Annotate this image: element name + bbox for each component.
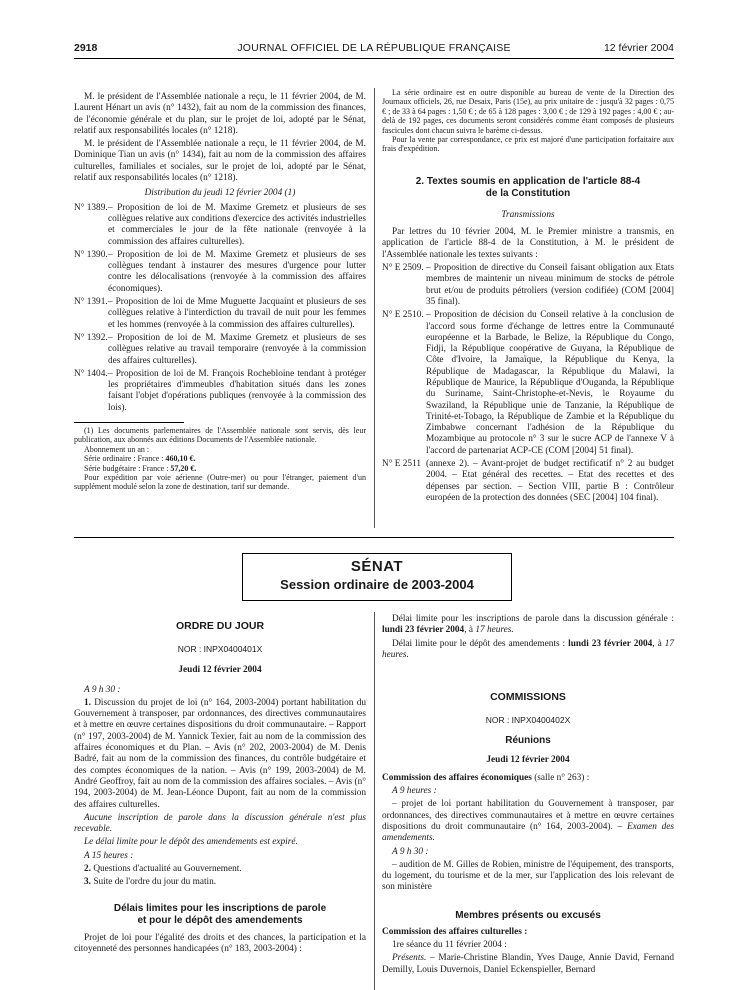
list-item: N° 1391. – Proposition de loi de Mme Muguette Jacquaint et plusieurs de ses collègues relative à l'interdiction du travail de nuit pour les femmes et les hommes (renvoyée à la commission des affaires culturelles). bbox=[74, 297, 366, 330]
list-item: N° 1404. – Proposition de loi de M. François Rochebloine tendant à protéger les propriétaires d'immeubles d'habitation situés dans les zones faisant l'objet d'opérations publiques (renvoyée à la commission des lois). bbox=[74, 368, 366, 413]
reunions-heading: Réunions bbox=[505, 735, 551, 747]
membres-heading: Membres présents ou excusés bbox=[455, 909, 601, 921]
section-rule bbox=[74, 537, 674, 538]
time-label: A 15 heures : bbox=[84, 850, 134, 861]
transmissions-intro: Par lettres du 10 février 2004, M. le Premier ministre a transmis, en application de l'article 88-4 de la Constitution, à M. le président de l'Assemblée nationale les textes suivants : bbox=[382, 227, 674, 260]
commissions-heading: COMMISSIONS bbox=[490, 691, 566, 704]
page-header bbox=[74, 42, 674, 59]
issue-date: 12 février 2004 bbox=[603, 42, 674, 54]
list-item: N° E 2509. – Proposition de directive du Conseil faisant obligation aux Etats membres de maintenir un niveau minimum de stocks de pétrole brut et/ou de produits pétroliers (version codifiée) (COM [2004] 35 final). bbox=[382, 263, 674, 307]
session-date: Jeudi 12 février 2004 bbox=[486, 755, 570, 766]
senat-title: SÉNAT bbox=[350, 558, 404, 575]
ordre-du-jour-heading: ORDRE DU JOUR bbox=[175, 620, 265, 632]
vente-info: La série ordinaire est en outre disponible au bureau de vente de la Direction des Journaux officiels, 26, rue Desaix, Paris (15e), au prix unitaire de : jusqu'à 32 pages : 0,75 € ; de 33 à 64 pages : 1,50 € ; de 65 à 128 pages : 3,00 € ; de 129 à 192 pages : 4,00 € ; au-delà de 192 pages, ces documents seront considérés comme étant composés de plusieurs fascicules dont chacun suivra le barème ci-dessus. Pour la vente par correspondance, ce prix est majoré d'une participation forfaitaire aux frais d'expédition. bbox=[382, 88, 674, 154]
agenda-bullet: – audition de M. Gilles de Robien, ministre de l'équipement, des transports, du logement, du tourisme et de la mer, sur l'application des lois relevant de son ministère bbox=[382, 859, 674, 893]
transmissions-heading: Transmissions bbox=[501, 209, 555, 220]
nor-reference: NOR : INPX0400402X bbox=[485, 715, 571, 726]
distribution-title: Distribution du jeudi 12 février 2004 (1) bbox=[144, 188, 296, 199]
agenda-bullet: – projet de loi portant habilitation du Gouvernement à transposer, par ordonnances, des directives communautaires et à mettre en œuvre certaines dispositions du droit communautaire (n° 164, 2003-2004). – Examen des amendements. bbox=[382, 799, 674, 844]
list-item: N° E 2510. – Proposition de décision du Conseil relative à la conclusion de l'accord sous forme d'échange de lettres entre la Communauté européenne et la Barbade, le Belize, la République du Congo, Fidji, la République coopérative de Guyana, la République de Côte d'Ivoire, la Jamaïque, la République du Kenya, la République de Madagascar, la République du Malawi, la République de Maurice, la République d'Ouganda, la République du Suriname, Saint-Christophe-et-Nevis, le Royaume du Swaziland, la République unie de Tanzanie, la République de Trinité-et-Tobago, la République de Zambie et la République du Zimbabwe concernant l'adhésion de la République du Mozambique au protocole n° 3 sur le sucre ACP de l'annexe V à l'accord de partenariat ACP-CE (COM [2004] 51 final). bbox=[382, 310, 674, 456]
delais-heading: Délais limites pour les inscriptions de parole et pour le dépôt des amendements bbox=[113, 902, 327, 926]
time-label: A 9 heures : bbox=[392, 786, 437, 797]
seance-line: 1re séance du 11 février 2004 : bbox=[392, 940, 507, 951]
presents-line: Présents. – Marie-Christine Blandin, Yves Dauge, Annie David, Fernand Demilly, Louis Duvernois, Daniel Eckenspieller, Bernard bbox=[382, 953, 674, 975]
column-divider bbox=[374, 612, 375, 990]
top-left-column bbox=[74, 92, 366, 492]
list-item: N° E 2511 (annexe 2). – Avant-projet de budget rectificatif n° 2 au budget 2004. – Etat général des recettes. – Etat des recettes et des dépenses par section. – Section VIII, partie B : Contrôleur européen de la protection des données (SEC [2004] 104 final). bbox=[382, 459, 674, 503]
nor-reference: NOR : INPX0400401X bbox=[177, 644, 263, 654]
list-item: N° 1390. – Proposition de loi de M. Maxime Gremetz et plusieurs de ses collègues tendant à instaurer des mesures d'urgence pour lutter contre les délocalisations (renvoyée à la commission des affaires économiques). bbox=[74, 249, 366, 294]
column-divider bbox=[374, 88, 375, 528]
time-label: A 9 h 30 : bbox=[84, 684, 121, 695]
section-title: 2. Textes soumis en application de l'article 88-4 de la Constitution bbox=[415, 175, 641, 199]
commission-name: Commission des affaires économiques (salle n° 263) : bbox=[382, 772, 590, 783]
agenda-item-2: 2. Questions d'actualité au Gouvernement. bbox=[84, 864, 242, 875]
agenda-item-3: 3. Suite de l'ordre du jour du matin. bbox=[84, 877, 217, 888]
delai-amendements: Délai limite pour le dépôt des amendements : lundi 23 février 2004, à 17 heures. bbox=[382, 638, 674, 660]
journal-title: JOURNAL OFFICIEL DE LA RÉPUBLIQUE FRANÇAISE bbox=[237, 42, 511, 54]
delai-parole: Délai limite pour les inscriptions de parole dans la discussion générale : lundi 23 février 2004, à 17 heures. bbox=[382, 614, 674, 636]
commission-name: Commission des affaires culturelles : bbox=[382, 926, 528, 937]
top-right-column bbox=[382, 88, 674, 506]
senat-banner bbox=[242, 553, 512, 601]
list-item: N° 1392. – Proposition de loi de M. Maxime Gremetz et plusieurs de ses collègues relative au travail temporaire (renvoyée à la commission des affaires culturelles). bbox=[74, 332, 366, 366]
page-number: 2918 bbox=[74, 42, 98, 54]
delais-text: Projet de loi pour l'égalité des droits et des chances, la participation et la citoyenneté des personnes handicapées (n° 183, 2003-2004) : bbox=[74, 932, 366, 954]
list-item: N° 1389. – Proposition de loi de M. Maxime Gremetz et plusieurs de ses collègues relative aux conditions d'exercice des activités industrielles et commerciales le jour de la fête nationale (renvoyée à la commission des affaires culturelles). bbox=[74, 202, 366, 247]
avis-paragraph-1: M. le président de l'Assemblée nationale a reçu, le 11 février 2004, de M. Laurent Hénart un avis (n° 1432), fait au nom de la commission des finances, de l'économie générale et du plan, sur le projet de loi, adopté par le Sénat, relatif aux responsabilités locales (n° 1218). bbox=[74, 92, 366, 136]
senat-subtitle: Session ordinaire de 2003-2004 bbox=[280, 577, 474, 592]
agenda-note: Le délai limite pour le dépôt des amendements est expiré. bbox=[84, 837, 298, 848]
time-label: A 9 h 30 : bbox=[392, 846, 429, 857]
bottom-left-column bbox=[74, 620, 366, 957]
avis-paragraph-2: M. le président de l'Assemblée nationale a reçu, le 11 février 2004, de M. Dominique Tian un avis (n° 1434), fait au nom de la commission des affaires culturelles, familiales et sociales, sur le projet de loi, adopté par le Sénat, relatif aux responsabilités locales (n° 1218). bbox=[74, 139, 366, 184]
agenda-note: Aucune inscription de parole dans la discussion générale n'est plus recevable. bbox=[74, 812, 366, 835]
footnote: (1) Les documents parlementaires de l'Assemblée nationale sont servis, dès leur publication, aux abonnés aux éditions Documents de l'Assemblée nationale. Abonnement un an : Série ordinaire : France : 460,10 €. Série budgétaire : France : 57,20 €. Pour expédition par voie aérienne (Outre-mer) ou pour l'étranger, paiement d'un supplément modulé selon la zone de destination, tarif sur demande. bbox=[74, 426, 366, 492]
session-date: Jeudi 12 février 2004 bbox=[178, 665, 262, 676]
agenda-item-1: 1. Discussion du projet de loi (n° 164, 2003-2004) portant habilitation du Gouvernement à transposer, par ordonnances, des directives communautaires et à mettre en œuvre certaines dispositions du droit communautaire. – Rapport (n° 197, 2003-2004) de M. Yannick Texier, fait au nom de la commission des affaires économiques et du Plan. – Avis (n° 202, 2003-2004) de M. Denis Badré, fait au nom de la commission des finances, du contrôle budgétaire et des comptes économiques de la nation. – Avis (n° 199, 2003-2004) de M. André Geoffroy, fait au nom de la commission des affaires sociales. – Avis (n° 194, 2003-2004) de M. Jean-Léonce Dupont, fait au nom de la commission des affaires culturelles. bbox=[74, 697, 366, 810]
bottom-right-column bbox=[382, 614, 674, 978]
